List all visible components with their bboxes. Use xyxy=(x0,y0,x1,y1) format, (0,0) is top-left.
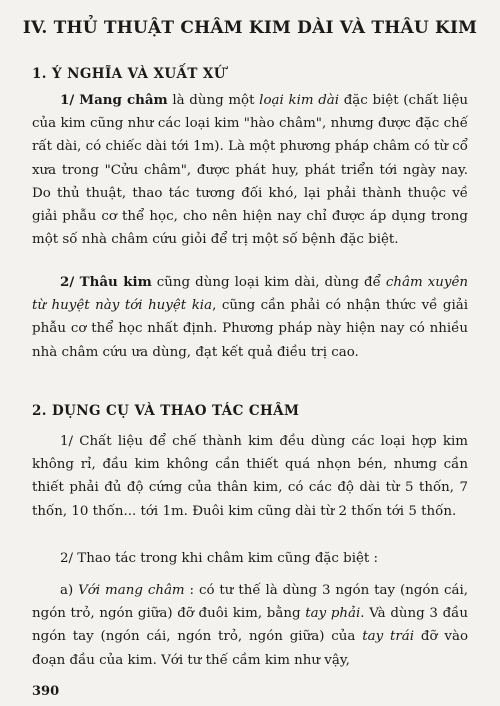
section-heading-1: 1. Ý NGHĨA VÀ XUẤT XỨ xyxy=(32,66,226,82)
italic-span: châm xuyên từ huyệt này tới huyệt kia xyxy=(32,275,468,314)
italic-span: Với mang châm xyxy=(78,583,185,598)
paragraph-thau-kim xyxy=(32,271,468,364)
page-number: 390 xyxy=(32,684,60,699)
term-thau-kim: 2/ Thâu kim xyxy=(60,274,152,290)
paragraph-mang-cham-tu-the xyxy=(32,579,468,672)
text-span: , cũng cần phải có nhận thức về giải phẫu cơ thể học nhất định. Phương pháp này hiện nay có nhiều nhà châm cứu ưa dùng, đạt kết quả điều trị cao. xyxy=(32,298,468,360)
text-span: đỡ vào đoạn đầu của kim. Với tư thế cầm kim như vậy, xyxy=(32,629,469,668)
text-span: cũng dùng loại kim dài, dùng để xyxy=(151,275,386,290)
text-span: : có tư thế là dùng 3 ngón tay (ngón cái, ngón trỏ, ngón giữa) đỡ đuôi kim, bằng xyxy=(32,583,469,622)
paragraph-chat-lieu: 1/ Chất liệu để chế thành kim đều dùng các loại hợp kim không rỉ, đầu kim không cần thiết quá nhọn bén, nhưng cần thiết phải đủ độ cứng của thân kim, có các độ dài từ 5 thốn, 7 thốn, 10 thốn... tới 1m. Đuôi kim cũng dài từ 2 thốn tới 5 thốn. xyxy=(32,434,468,519)
text-span: . Và dùng 3 đầu ngón tay (ngón cái, ngón trỏ, ngón giữa) của xyxy=(32,606,468,645)
text-span: a) xyxy=(60,583,79,598)
italic-span: tay trái xyxy=(362,629,415,645)
paragraph-thao-tac: 2/ Thao tác trong khi châm kim cũng đặc biệt : xyxy=(60,551,379,566)
italic-span: loại kim dài xyxy=(259,93,340,108)
text-span: là dùng một xyxy=(167,93,260,108)
section-heading-2: 2. DỤNG CỤ VÀ THAO TÁC CHÂM xyxy=(32,403,300,419)
text-span: đặc biệt (chất liệu của kim cũng như các loại kim "hào châm", nhưng được đặc chế rất dài, có chiếc dài tới 1m). Là một phương pháp châm có từ cổ xưa trong "Cửu châm", được phát huy, phát triển tới ngày nay. Do thủ thuật, thao tác tương đối khó, lại phải thành thuộc về giải phẫu cơ thể học, cho nên hiện nay chỉ được áp dụng trong một số nhà châm cứu giỏi để trị một số bệnh đặc biệt. xyxy=(32,93,468,248)
paragraph-mang-cham xyxy=(32,89,468,251)
term-mang-cham: 1/ Mang châm xyxy=(60,92,168,108)
italic-span: tay phải xyxy=(305,606,361,622)
page-title: IV. THỦ THUẬT CHÂM KIM DÀI VÀ THÂU KIM xyxy=(22,18,478,38)
